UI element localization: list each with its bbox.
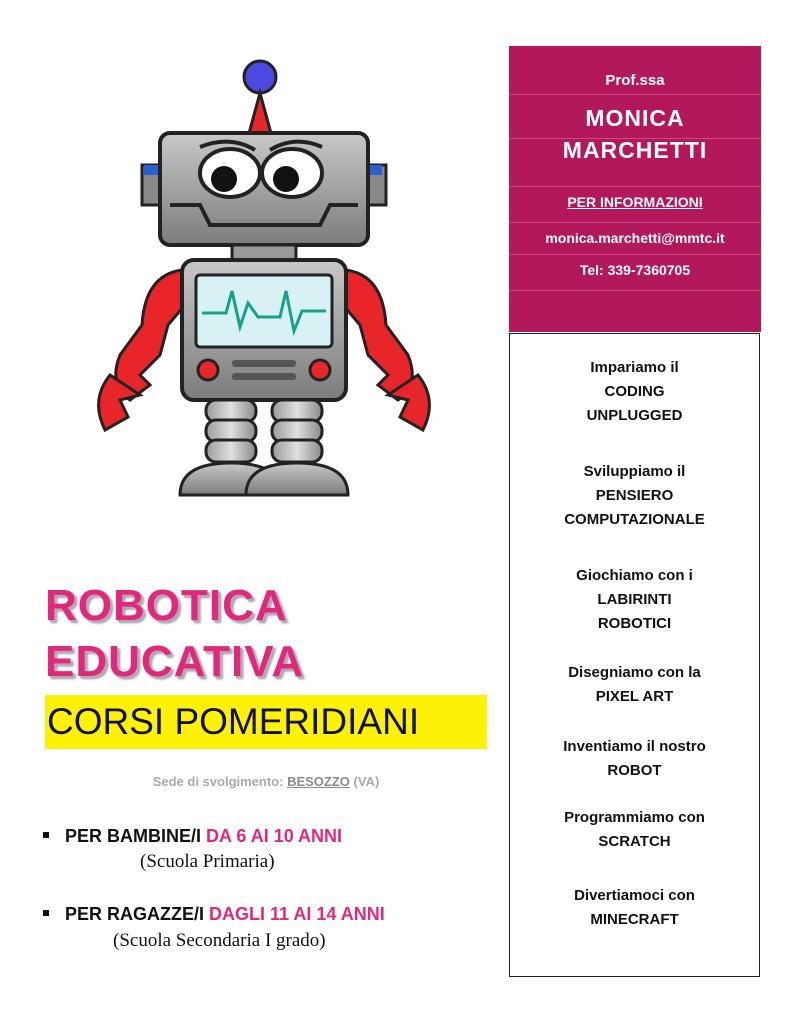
- activity-line: ROBOTICI: [597, 615, 672, 632]
- contact-box: [509, 46, 761, 332]
- title-educativa: EDUCATIVA: [45, 637, 305, 686]
- activity-line: Inventiamo il nostro: [563, 738, 706, 755]
- info-label: PER INFORMAZIONI: [567, 194, 703, 210]
- contact-name: [509, 102, 761, 166]
- left-arm: [116, 270, 185, 400]
- course-ages: DA 6 AI 10 ANNI: [206, 826, 343, 846]
- contact-phone: Tel: 339-7360705: [579, 262, 691, 278]
- activity-line: UNPLUGGED: [586, 407, 683, 424]
- activity-item: [510, 564, 759, 636]
- activity-item: [510, 661, 759, 709]
- venue-province: (VA): [349, 774, 380, 789]
- divider: [509, 94, 761, 95]
- activity-line: SCRATCH: [598, 833, 671, 850]
- activity-line: Giochiamo con i: [576, 567, 693, 584]
- robot-illustration: [50, 55, 480, 500]
- activities-box: [509, 333, 760, 977]
- contact-last-name: MARCHETTI: [562, 137, 708, 163]
- divider: [509, 222, 761, 223]
- course-item: [43, 826, 342, 847]
- activity-line: ROBOT: [607, 762, 662, 779]
- activity-line: LABIRINTI: [597, 591, 672, 608]
- activity-line: COMPUTAZIONALE: [564, 511, 705, 528]
- contact-first-name: MONICA: [585, 105, 685, 131]
- course-item: [43, 904, 385, 925]
- divider: [509, 254, 761, 255]
- activity-line: Programmiamo con: [564, 809, 705, 826]
- course-school: (Scuola Primaria): [140, 851, 275, 872]
- course-school: (Scuola Secondaria I grado): [113, 930, 326, 951]
- venue-label: Sede di svolgimento:: [152, 774, 288, 789]
- activity-line: Divertiamoci con: [574, 887, 695, 904]
- venue-place: BESOZZO: [287, 774, 350, 789]
- course-prefix: PER RAGAZZE/I: [65, 904, 210, 924]
- activity-line: MINECRAFT: [590, 911, 679, 928]
- divider: [509, 186, 761, 187]
- activity-item: [510, 460, 759, 532]
- right-arm: [343, 270, 412, 400]
- activity-item: [510, 884, 759, 932]
- contact-email[interactable]: monica.marchetti@mmtc.it: [545, 230, 725, 246]
- bullet-square-icon: [43, 910, 49, 916]
- activity-line: Disegniamo con la: [568, 664, 701, 681]
- bullet-square-icon: [43, 832, 49, 838]
- activity-item: [510, 806, 759, 854]
- activity-line: Sviluppiamo il: [583, 463, 686, 480]
- robot-head: [160, 133, 368, 245]
- activity-item: [510, 735, 759, 783]
- right-leg: [246, 400, 348, 495]
- antenna-cone: [248, 93, 272, 137]
- activity-line: Impariamo il: [590, 359, 679, 376]
- activity-line: PENSIERO: [595, 487, 674, 504]
- activity-line: PIXEL ART: [595, 688, 674, 705]
- activity-line: CODING: [604, 383, 665, 400]
- title-robotica: ROBOTICA: [45, 581, 288, 630]
- divider: [509, 290, 761, 291]
- subtitle-corsi: CORSI POMERIDIANI: [45, 695, 487, 749]
- contact-title: Prof.ssa: [605, 72, 665, 89]
- activity-item: [510, 356, 759, 428]
- course-prefix: PER BAMBINE/I: [65, 826, 207, 846]
- course-ages: DAGLI 11 AI 14 ANNI: [209, 904, 385, 924]
- venue-line: [45, 774, 487, 789]
